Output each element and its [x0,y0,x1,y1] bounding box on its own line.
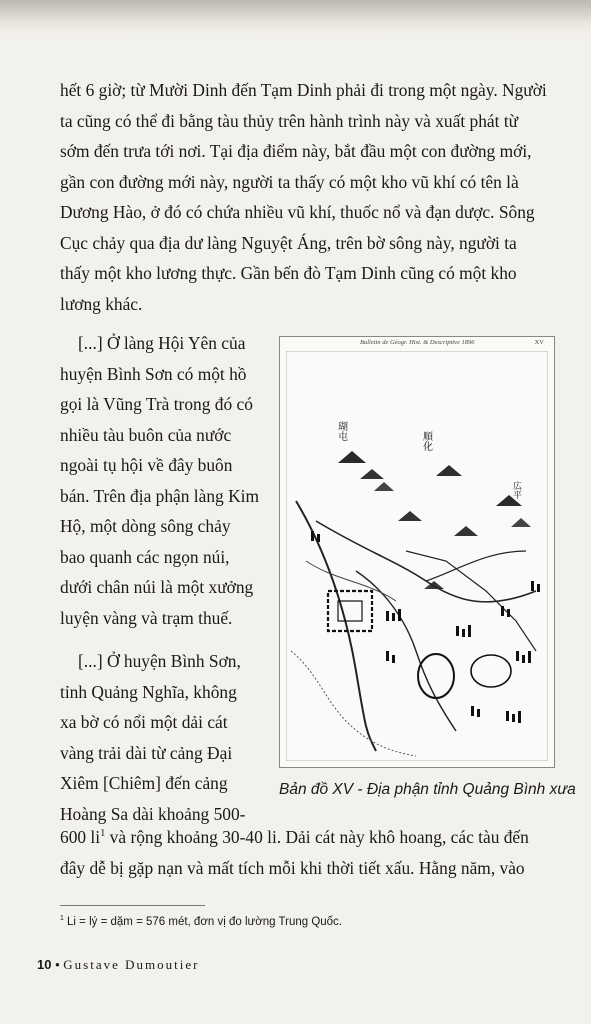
footnote-marker: 1 [60,915,64,923]
text-line [60,822,556,853]
map-label: 順化 [420,431,432,451]
text-line: Hộ, một dòng sông chảy [60,516,231,536]
text-line: ngoài tụ hội về đây buôn [60,455,233,475]
text-line: tỉnh Quảng Nghĩa, không [60,681,237,702]
text-line: xa bờ có nổi một dải cát [60,712,228,732]
text-line: bao quanh các ngọn núi, [60,546,230,567]
paragraph-2 [60,328,263,633]
text-line: vàng trải dài từ cảng Đại [60,742,233,763]
figure-caption: Bản đồ XV - Địa phận tỉnh Quảng Bình xưa [279,781,576,798]
footnote-ref[interactable]: 1 [100,828,106,840]
text-line: bán. Trên địa phận làng Kim [60,485,260,506]
historic-map [286,351,548,761]
text-line: lương khác. [60,293,143,314]
text-line: gọi là Vũng Trà trong đó có [60,394,253,414]
text-line: đây dễ bị gặp nạn và mất tích mỗi khi thời tiết xấu. Hằng năm, vào [60,857,525,878]
text-line: Cục chảy qua địa dư làng Nguyệt Áng, trên bờ sông này, người ta [60,232,517,253]
map-frame [279,336,555,768]
text-line: Xiêm [Chiêm] đến cảng [60,773,228,793]
paragraph-3-continued [60,822,556,883]
footnote-text: Li = lý = dặm = 576 mét, đơn vị đo lường Trung Quốc. [63,916,343,928]
footnote [60,915,540,929]
map-header [288,339,548,351]
page-footer [37,957,199,973]
text-line: gần con đường mới này, người ta thấy có một kho vũ khí có tên là [60,171,519,192]
map-plate-number: XV [534,339,544,346]
map-label: 瑚屯 [335,421,347,441]
text-line: Hoàng Sa dài khoảng 500- [60,803,246,824]
text-line: hết 6 giờ; từ Mười Dinh đến Tạm Dinh phải đi trong một ngày. Người [60,80,547,100]
text-line: [...] Ở làng Hội Yên của [78,333,246,353]
paragraph-3 [60,646,263,829]
text-line: luyện vàng và trạm thuế. [60,607,233,628]
map-header-title: Bulletin de Géogr. Hist. & Descriptive 1896 [360,339,475,346]
text-line: Dương Hào, ở đó có chứa nhiều vũ khí, thuốc nổ và đạn dược. Sông [60,202,535,222]
text-line: sớm đến trưa tới nơi. Tại địa điểm này, bắt đầu một con đường mới, [60,141,532,161]
text-line: huyện Bình Sơn có một hồ [60,363,247,384]
page-number: 10 [37,957,52,972]
paragraph-1 [60,75,547,319]
map-figure [279,336,555,772]
text-line: [...] Ở huyện Bình Sơn, [78,651,241,671]
text-fragment: và rộng khoảng 30-40 li. Dải cát này khô hoang, các tàu đến [105,827,529,847]
text-line: nhiều tàu buôn của nước [60,424,232,445]
text-line: dưới chân núi là một xưởng [60,577,254,597]
footnote-divider [60,905,205,906]
text-fragment: 600 li [60,827,101,847]
text-line: thấy một kho lương thực. Gần bến đò Tạm Dinh cũng có một kho [60,263,517,283]
running-author: Gustave Dumoutier [63,957,200,972]
map-label: 広平 [511,481,521,499]
text-line: ta cũng có thể đi bằng tàu thủy trên hành trình này và xuất phát từ [60,110,519,131]
previous-page-edge [0,0,591,34]
footer-separator: • [55,957,60,972]
